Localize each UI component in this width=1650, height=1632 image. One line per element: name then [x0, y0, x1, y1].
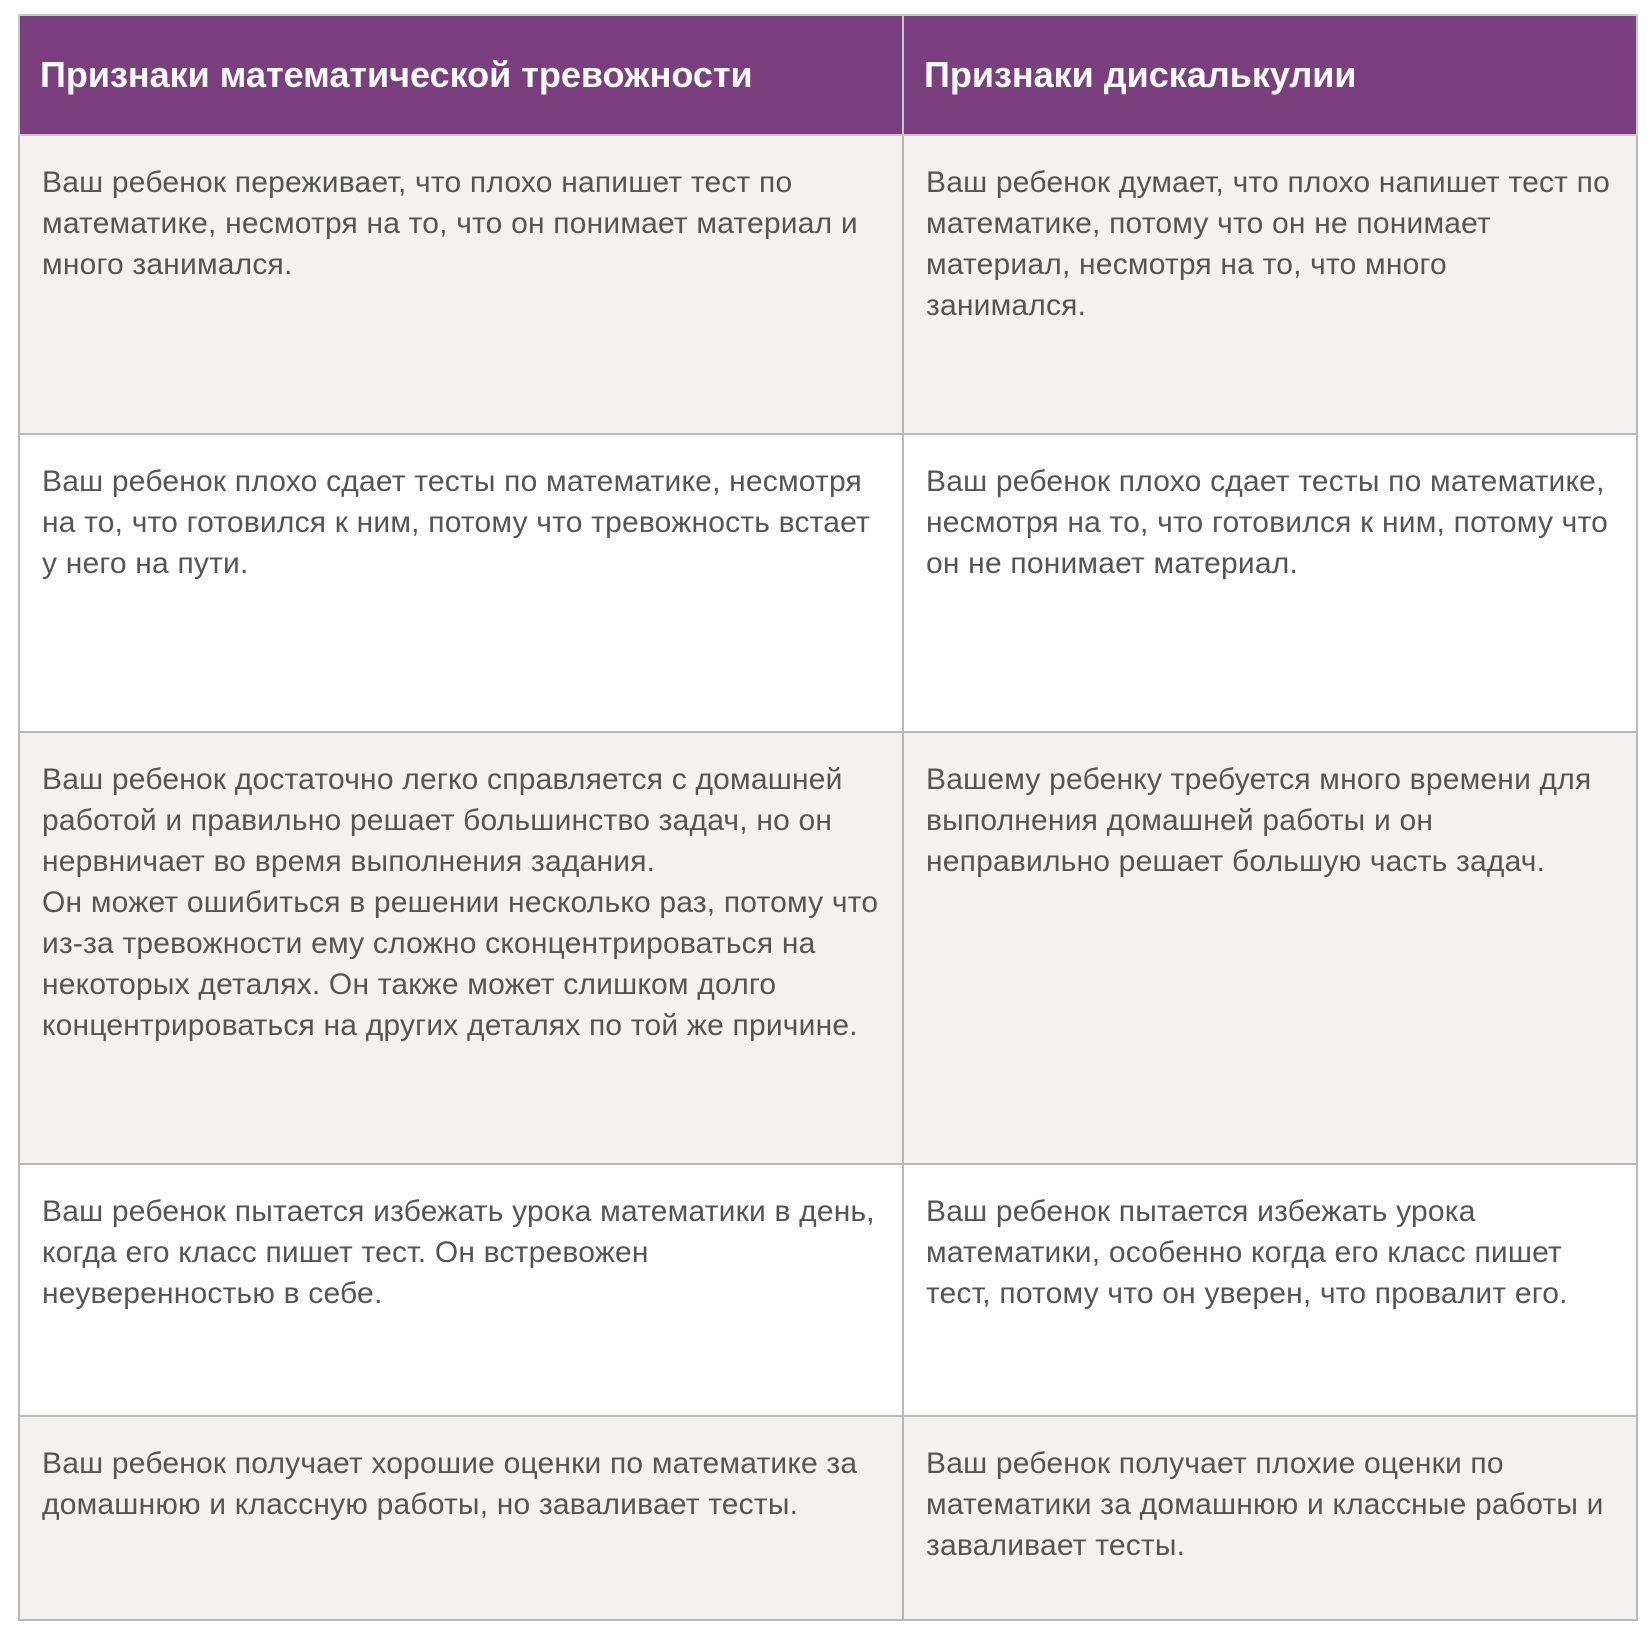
dyscalculia-cell: [903, 1164, 1637, 1416]
cell-text: Ваш ребенок переживает, что плохо напишет тест по математике, несмотря на то, что он понимает материал и много занимался.: [42, 166, 858, 281]
table-row: [19, 434, 1637, 732]
header-math-anxiety: Признаки математической тревожности: [19, 15, 903, 135]
anxiety-cell: [19, 1416, 903, 1620]
table-row: [19, 1164, 1637, 1416]
comparison-table: [18, 14, 1638, 1621]
anxiety-cell: [19, 135, 903, 434]
table-row: [19, 732, 1637, 1164]
cell-text: Ваш ребенок плохо сдает тесты по математике, несмотря на то, что готовился к ним, потому что он не понимает материал.: [926, 465, 1608, 580]
dyscalculia-cell: [903, 135, 1637, 434]
cell-text: Ваш ребенок плохо сдает тесты по математике, несмотря на то, что готовился к ним, потому что тревожность встает у него на пути.: [42, 465, 870, 580]
table-row: [19, 1416, 1637, 1620]
cell-text: Ваш ребенок достаточно легко справляется с домашней работой и правильно решает большинство задач, но он нервничает во время выполнения задания. Он может ошибиться в решении несколько раз, потому что из-за тревожности ему сложно сконцентрироваться на некоторых деталях. Он также может слишком долго концентрироваться на других деталях по той же причине.: [42, 763, 879, 1042]
table-header-row: [19, 15, 1637, 135]
dyscalculia-cell: [903, 434, 1637, 732]
cell-text: Ваш ребенок пытается избежать урока математики, особенно когда его класс пишет тест, потому что он уверен, что провалит его.: [926, 1195, 1568, 1310]
cell-text: Ваш ребенок пытается избежать урока математики в день, когда его класс пишет тест. Он встревожен неуверенностью в себе.: [42, 1195, 875, 1310]
header-dyscalculia: Признаки дискалькулии: [903, 15, 1637, 135]
anxiety-cell: [19, 1164, 903, 1416]
dyscalculia-cell: [903, 732, 1637, 1164]
cell-text: Вашему ребенку требуется много времени для выполнения домашней работы и он неправильно решает большую часть задач.: [926, 763, 1592, 878]
cell-text: Ваш ребенок получает плохие оценки по математики за домашнюю и классные работы и заваливает тесты.: [926, 1447, 1604, 1562]
dyscalculia-cell: [903, 1416, 1637, 1620]
anxiety-cell: [19, 732, 903, 1164]
cell-text: Ваш ребенок получает хорошие оценки по математике за домашнюю и классную работы, но заваливает тесты.: [42, 1447, 858, 1521]
cell-text: Ваш ребенок думает, что плохо напишет тест по математике, потому что он не понимает материал, несмотря на то, что много занимался.: [926, 166, 1610, 322]
table-row: [19, 135, 1637, 434]
anxiety-cell: [19, 434, 903, 732]
